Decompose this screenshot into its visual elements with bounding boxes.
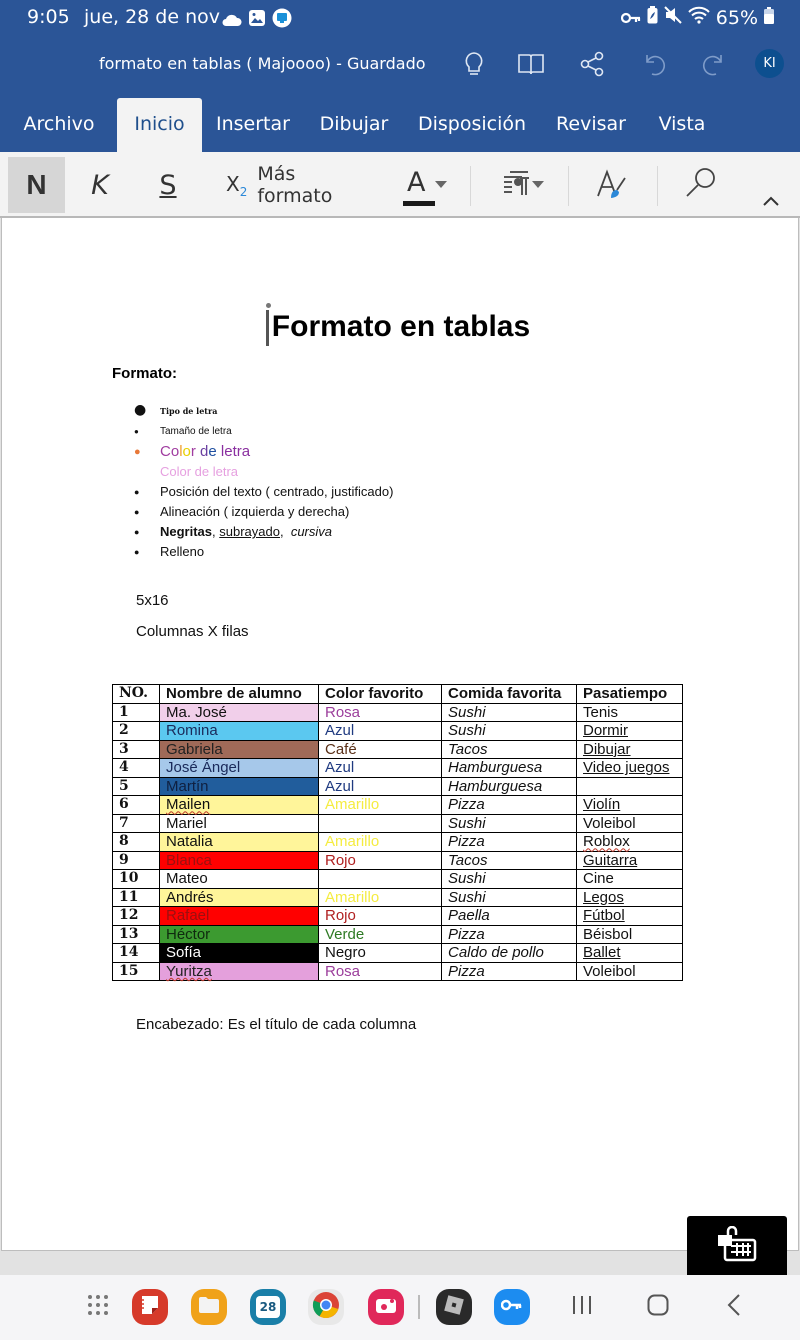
cell-color-text: Azul <box>325 777 355 795</box>
underline-button[interactable]: S <box>159 169 177 201</box>
cell-no-text: 3 <box>119 740 129 757</box>
cell-hobby[interactable] <box>577 740 683 759</box>
cell-food-text: Pizza <box>448 833 485 851</box>
cell-no-text: 1 <box>119 703 129 720</box>
undo-icon[interactable] <box>640 50 668 78</box>
list-item[interactable]: ● Posición del texto ( centrado, justificado) <box>134 482 534 502</box>
cell-color-text: Café <box>325 740 357 758</box>
tab-revisar[interactable]: Revisar <box>556 113 626 135</box>
tab-dibujar[interactable]: Dibujar <box>319 113 389 135</box>
battery-icon <box>764 7 774 29</box>
cell-food-text: Sushi <box>448 888 486 906</box>
cell-color[interactable] <box>319 759 442 778</box>
roblox-app[interactable] <box>436 1289 472 1325</box>
reading-mode-icon[interactable] <box>517 50 545 78</box>
more-format-button[interactable] <box>226 157 376 213</box>
cell-name-text: Sofía <box>166 944 202 962</box>
list-item[interactable]: Color de letra <box>160 464 239 479</box>
col-header-food[interactable]: Comida favorita <box>442 685 577 704</box>
italic-button[interactable]: K <box>91 169 109 201</box>
app-notification-icon <box>272 8 292 33</box>
list-item[interactable]: ● Tamaño de letra <box>134 422 534 442</box>
cell-name-text: José Ángel <box>166 759 241 777</box>
cell-no-text: 6 <box>119 796 129 813</box>
cell-hobby[interactable] <box>577 962 683 981</box>
footer-note[interactable]: Encabezado: Es el título de cada columna <box>136 1016 417 1033</box>
chrome-icon <box>312 1291 340 1324</box>
roblox-icon <box>442 1293 466 1322</box>
cell-hobby[interactable] <box>577 777 683 796</box>
dims-text[interactable]: 5x16 <box>136 592 169 609</box>
cell-food-text: Hamburguesa <box>448 759 543 777</box>
table-row <box>113 870 683 889</box>
chevron-down-icon <box>532 176 544 194</box>
cell-no[interactable] <box>113 814 160 833</box>
cell-color-text: Rosa <box>325 703 361 721</box>
keyboard-toggle-button[interactable] <box>687 1216 787 1276</box>
screen-recorder-app[interactable] <box>368 1289 404 1325</box>
cell-no[interactable] <box>113 925 160 944</box>
cell-color-text: Rojo <box>325 851 356 869</box>
table-row <box>113 944 683 963</box>
cell-name-text: Ma. José <box>166 703 227 721</box>
cell-no-text: 10 <box>119 870 139 887</box>
cell-food[interactable] <box>442 925 577 944</box>
table-row <box>113 722 683 741</box>
table-header-row <box>113 685 683 704</box>
lightbulb-icon[interactable] <box>460 50 488 78</box>
cell-hobby[interactable] <box>577 759 683 778</box>
battery-saver-icon <box>647 6 658 29</box>
cell-no-text: 4 <box>119 759 129 776</box>
passwords-app[interactable] <box>494 1289 530 1325</box>
cell-name[interactable] <box>160 907 319 926</box>
more-format-label: Más formato <box>257 163 333 207</box>
cell-color-text: Verde <box>325 925 365 943</box>
col-header-name[interactable]: Nombre de alumno <box>160 685 319 704</box>
cell-color[interactable] <box>319 722 442 741</box>
notes-app[interactable] <box>132 1289 168 1325</box>
bold-button[interactable]: N <box>8 157 65 213</box>
list-item[interactable] <box>134 442 534 462</box>
cell-no-text: 15 <box>119 962 139 979</box>
cell-color[interactable] <box>319 944 442 963</box>
cell-hobby-text: Tenis <box>583 703 619 721</box>
cell-name-text: Mateo <box>166 870 208 888</box>
table-row <box>113 703 683 722</box>
cell-hobby-text: Legos <box>583 888 624 906</box>
cell-no[interactable] <box>113 888 160 907</box>
cell-name-text: Andrés <box>166 888 214 906</box>
tab-archivo[interactable]: Archivo <box>23 113 95 135</box>
table-row <box>113 851 683 870</box>
cell-color[interactable] <box>319 703 442 722</box>
cell-no-text: 13 <box>119 925 139 942</box>
notes-icon <box>139 1294 161 1321</box>
home-icon <box>647 1294 669 1321</box>
back-button[interactable] <box>716 1289 752 1325</box>
cell-color-text: Azul <box>325 759 355 777</box>
chevron-up-icon <box>763 193 779 211</box>
cell-no[interactable] <box>113 944 160 963</box>
calendar-app[interactable] <box>250 1289 286 1325</box>
cell-no[interactable] <box>113 759 160 778</box>
cell-food[interactable] <box>442 907 577 926</box>
cell-no-text: 5 <box>119 777 129 794</box>
table-row <box>113 740 683 759</box>
cell-food-text: Tacos <box>448 740 488 758</box>
cell-name[interactable] <box>160 740 319 759</box>
table-row <box>113 796 683 815</box>
col-header-hobby[interactable]: Pasatiempo <box>577 685 683 704</box>
cell-hobby-text: Voleibol <box>583 814 636 832</box>
cell-hobby[interactable] <box>577 888 683 907</box>
status-bar <box>0 4 800 30</box>
table-row <box>113 777 683 796</box>
cell-color-text: Azul <box>325 722 355 740</box>
table-row <box>113 814 683 833</box>
cell-no[interactable] <box>113 962 160 981</box>
bullet-icon: ● <box>134 446 141 458</box>
cell-color[interactable] <box>319 740 442 759</box>
ribbon-tabs <box>0 98 800 152</box>
cell-food-text: Tacos <box>448 851 488 869</box>
cell-no-text: 12 <box>119 907 139 924</box>
keyboard-unlock-icon <box>717 1226 757 1267</box>
cell-hobby[interactable] <box>577 814 683 833</box>
cell-no[interactable] <box>113 907 160 926</box>
cell-no[interactable] <box>113 722 160 741</box>
cell-color[interactable] <box>319 870 442 889</box>
cell-hobby-text: Fútbol <box>583 907 625 925</box>
cell-food[interactable] <box>442 870 577 889</box>
cell-no[interactable] <box>113 851 160 870</box>
cell-food[interactable] <box>442 759 577 778</box>
dims-label[interactable]: Columnas X filas <box>136 623 249 640</box>
cell-no[interactable] <box>113 703 160 722</box>
cell-color[interactable] <box>319 925 442 944</box>
folder-icon <box>198 1296 220 1319</box>
cell-name-text: Héctor <box>166 925 211 943</box>
cell-name[interactable] <box>160 833 319 852</box>
styles-button[interactable] <box>590 157 634 213</box>
document-canvas[interactable] <box>0 218 800 1275</box>
cell-name-text: Romina <box>166 722 218 740</box>
bullet-icon: ● <box>134 547 140 557</box>
cell-food[interactable] <box>442 796 577 815</box>
cell-food[interactable] <box>442 962 577 981</box>
bullet-list <box>134 402 534 562</box>
cell-no-text: 14 <box>119 944 139 961</box>
tab-vista[interactable]: Vista <box>658 113 706 135</box>
bullet-icon: ● <box>134 487 140 497</box>
cell-food-text: Pizza <box>448 925 485 943</box>
app-header <box>0 0 800 152</box>
table-row <box>113 925 683 944</box>
cell-name-text: Mailen <box>166 796 211 814</box>
cell-food-text: Sushi <box>448 722 486 740</box>
cell-hobby-text: Cine <box>583 870 614 888</box>
chrome-app[interactable] <box>308 1289 344 1325</box>
cell-color-text: Amarillo <box>325 796 380 814</box>
cell-no-text: 8 <box>119 833 129 850</box>
cell-color-text: Rosa <box>325 962 361 980</box>
calendar-icon: 28 <box>256 1296 280 1318</box>
cell-hobby[interactable] <box>577 703 683 722</box>
taskbar <box>0 1275 800 1340</box>
cell-name-text: Natalia <box>166 833 213 851</box>
cell-name-text: Yuritza <box>166 962 212 980</box>
cell-name[interactable] <box>160 962 319 981</box>
col-header-color[interactable]: Color favorito <box>319 685 442 704</box>
cell-food[interactable] <box>442 888 577 907</box>
cell-food[interactable] <box>442 833 577 852</box>
cell-hobby[interactable] <box>577 925 683 944</box>
cell-color[interactable] <box>319 814 442 833</box>
cell-hobby[interactable] <box>577 851 683 870</box>
tab-insertar[interactable]: Insertar <box>216 113 290 135</box>
status-date: jue, 28 de nov <box>84 6 221 28</box>
cell-name[interactable] <box>160 796 319 815</box>
cell-name-text: Martín <box>166 777 209 795</box>
status-time: 9:05 <box>27 6 70 28</box>
cell-color[interactable] <box>319 833 442 852</box>
cell-name[interactable] <box>160 870 319 889</box>
table-row <box>113 833 683 852</box>
cell-color[interactable] <box>319 777 442 796</box>
cell-no[interactable] <box>113 796 160 815</box>
cell-food-text: Sushi <box>448 814 486 832</box>
subscript-icon: $X_2$ <box>226 171 248 199</box>
styles-brush-icon <box>595 166 629 205</box>
cell-color-text: Negro <box>325 944 366 962</box>
camera-icon <box>375 1296 397 1319</box>
search-button[interactable] <box>680 157 722 213</box>
table-row <box>113 907 683 926</box>
battery-percent: 65% <box>715 6 758 29</box>
tab-inicio[interactable]: Inicio <box>117 98 202 152</box>
cell-food[interactable] <box>442 703 577 722</box>
table-row <box>113 888 683 907</box>
cell-color[interactable] <box>319 888 442 907</box>
home-button[interactable] <box>640 1289 676 1325</box>
bullet-icon: ● <box>134 427 139 436</box>
cell-food-text: Pizza <box>448 962 485 980</box>
table-row <box>113 759 683 778</box>
cell-color[interactable] <box>319 796 442 815</box>
bullet-icon: ● <box>134 402 147 418</box>
cell-no-text: 7 <box>119 814 129 831</box>
cell-no[interactable] <box>113 833 160 852</box>
gallery-icon <box>248 9 266 32</box>
cell-food[interactable] <box>442 777 577 796</box>
cell-hobby[interactable] <box>577 870 683 889</box>
col-header-no[interactable]: NO. <box>113 685 160 704</box>
cell-food-text: Paella <box>448 907 490 925</box>
cell-hobby-text: Dibujar <box>583 740 631 758</box>
cell-food[interactable] <box>442 944 577 963</box>
cell-hobby-text: Dormir <box>583 722 628 740</box>
cell-food-text: Pizza <box>448 796 485 814</box>
cell-food[interactable] <box>442 851 577 870</box>
search-icon <box>684 166 718 205</box>
document-heading[interactable]: Formato en tablas <box>271 310 531 343</box>
cell-food-text: Hamburguesa <box>448 777 543 795</box>
wifi-icon <box>688 6 710 29</box>
list-item[interactable]: ● Alineación ( izquierda y derecha) <box>134 502 534 522</box>
app-drawer-button[interactable] <box>80 1289 116 1325</box>
files-app[interactable] <box>191 1289 227 1325</box>
cell-name[interactable] <box>160 925 319 944</box>
back-icon <box>727 1294 741 1321</box>
cell-name[interactable] <box>160 888 319 907</box>
cell-food-text: Sushi <box>448 703 486 721</box>
cell-color-text: Rojo <box>325 907 356 925</box>
cell-color[interactable] <box>319 851 442 870</box>
section-label[interactable]: Formato: <box>112 365 177 382</box>
cell-name-text: Blanca <box>166 851 212 869</box>
cell-food[interactable] <box>442 740 577 759</box>
document-title[interactable]: formato en tablas ( Majoooo) - Guardado <box>99 54 426 73</box>
cell-food-text: Sushi <box>448 870 486 888</box>
cursor-handle[interactable] <box>266 303 271 308</box>
cell-no-text: 9 <box>119 851 129 868</box>
mute-icon <box>664 6 682 29</box>
cell-food-text: Caldo de pollo <box>448 944 544 962</box>
paragraph-button[interactable] <box>496 157 550 213</box>
cell-color[interactable] <box>319 907 442 926</box>
cell-no[interactable] <box>113 777 160 796</box>
cell-food[interactable] <box>442 722 577 741</box>
vpn-key-icon <box>621 7 641 29</box>
font-color-icon: A <box>403 165 435 205</box>
cell-name[interactable] <box>160 759 319 778</box>
cell-hobby[interactable] <box>577 833 683 852</box>
list-item[interactable]: ● Negritas, subrayado, cursiva <box>134 522 534 542</box>
cell-name[interactable] <box>160 814 319 833</box>
font-color-button[interactable] <box>398 157 452 213</box>
bullet-icon: ● <box>134 507 140 517</box>
students-table[interactable] <box>112 684 683 981</box>
dock-divider <box>418 1295 420 1319</box>
cell-name[interactable] <box>160 703 319 722</box>
cell-color[interactable] <box>319 962 442 981</box>
cell-hobby[interactable] <box>577 722 683 741</box>
recents-button[interactable] <box>564 1289 600 1325</box>
key-icon <box>501 1298 523 1316</box>
paragraph-icon <box>502 168 532 203</box>
grid-icon <box>87 1294 109 1321</box>
cell-no[interactable] <box>113 740 160 759</box>
cell-hobby-text: Guitarra <box>583 851 638 869</box>
cell-hobby-text: Roblox <box>583 833 630 851</box>
cell-name[interactable] <box>160 944 319 963</box>
cell-hobby[interactable] <box>577 944 683 963</box>
cell-hobby-text: Video juegos <box>583 759 670 777</box>
table-row <box>113 962 683 981</box>
cell-no-text: 2 <box>119 722 129 739</box>
tab-disposicion[interactable]: Disposición <box>417 113 527 135</box>
cell-hobby-text: Violín <box>583 796 621 814</box>
share-icon[interactable] <box>578 50 606 78</box>
cloud-icon <box>222 10 242 32</box>
ribbon-toolbar <box>0 152 800 218</box>
cell-hobby-text: Voleibol <box>583 962 636 980</box>
list-item[interactable]: ● Relleno <box>134 542 534 562</box>
cell-color-text: Amarillo <box>325 833 380 851</box>
cell-hobby-text: Béisbol <box>583 925 633 943</box>
redo-icon[interactable] <box>700 50 728 78</box>
cell-food[interactable] <box>442 814 577 833</box>
document-page[interactable] <box>1 218 799 1251</box>
recents-icon <box>571 1295 593 1320</box>
cell-name[interactable] <box>160 722 319 741</box>
list-item[interactable]: ● Tipo de letra <box>134 402 218 418</box>
cell-name[interactable] <box>160 851 319 870</box>
account-avatar[interactable]: KI <box>755 49 784 78</box>
cell-name-text: Mariel <box>166 814 207 832</box>
chevron-down-icon <box>435 176 447 194</box>
cell-name-text: Gabriela <box>166 740 223 758</box>
cell-hobby[interactable] <box>577 796 683 815</box>
bullet-icon: ● <box>134 527 140 537</box>
cell-no-text: 11 <box>119 888 139 905</box>
cell-name-text: Rafael <box>166 907 210 925</box>
cell-name[interactable] <box>160 777 319 796</box>
rainbow-text: Color de letra <box>160 443 251 460</box>
cell-hobby-text: Ballet <box>583 944 621 962</box>
cell-no[interactable] <box>113 870 160 889</box>
cell-color-text: Amarillo <box>325 888 380 906</box>
cell-hobby[interactable] <box>577 907 683 926</box>
